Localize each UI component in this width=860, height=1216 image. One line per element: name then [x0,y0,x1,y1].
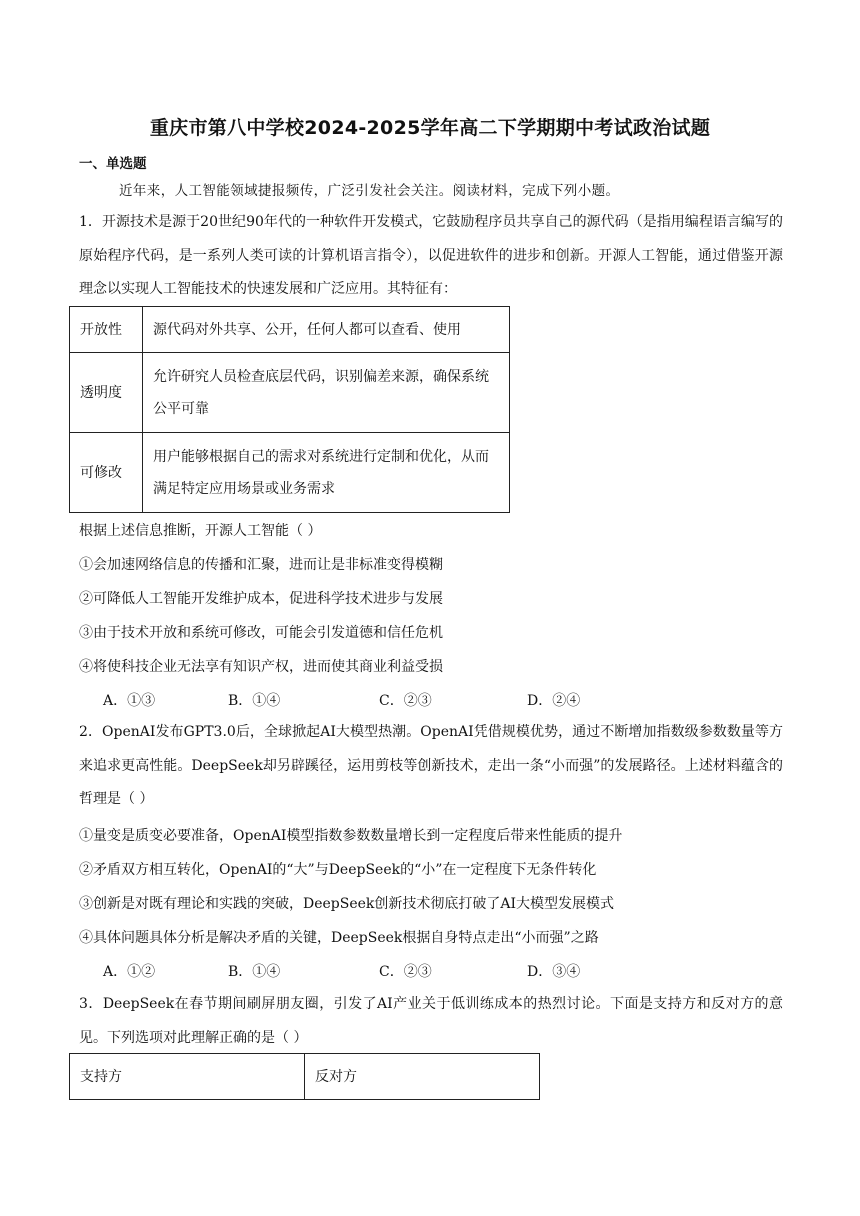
q2-item: ④具体问题具体分析是解决矛盾的关键，DeepSeek根据自身特点走出“小而强”之路 [79,930,599,946]
q1-option-a[interactable]: A．①③ [103,693,156,709]
table-cell-feature: 透明度 [70,353,143,433]
page-title: 重庆市第八中学校2024-2025学年高二下学期期中考试政治试题 [149,117,711,139]
q2-item: ②矛盾双方相互转化，OpenAI的“大”与DeepSeek的“小”在一定程度下无条件转化 [79,862,597,878]
intro-text: 近年来，人工智能领域捷报频传，广泛引发社会关注。阅读材料，完成下列小题。 [119,183,620,199]
table-cell-feature: 可修改 [70,433,143,513]
table-cell-desc: 源代码对外共享、公开，任何人都可以查看、使用 [143,307,510,353]
q1-feature-table [69,306,510,513]
q2-item: ①量变是质变必要准备，OpenAI模型指数参数数量增长到一定程度后带来性能质的提升 [79,828,623,844]
q1-question: 根据上述信息推断，开源人工智能（ ） [79,523,322,539]
q3-stem: 3．DeepSeek在春节期间刷屏朋友圈，引发了AI产业关于低训练成本的热烈讨论。下面是支持方和反对方的意见。下列选项对此理解正确的是（ ） [79,996,783,1046]
q1-option-d[interactable]: D．②④ [527,693,581,709]
table-row [70,433,510,513]
q2-option-c[interactable]: C．②③ [379,964,432,980]
q1-item: ②可降低人工智能开发维护成本，促进科学技术进步与发展 [79,591,443,607]
q1-stem: 1．开源技术是源于20世纪90年代的一种软件开发模式，它鼓励程序员共享自己的源代码（是指用编程语言编写的原始程序代码，是一系列人类可读的计算机语言指令），以促进软件的进步和创新。开源人工智能，通过借鉴开源理念以实现人工智能技术的快速发展和广泛应用。其特征有： [79,214,783,297]
q1-item: ①会加速网络信息的传播和汇聚，进而让是非标准变得模糊 [79,557,443,573]
q1-option-b[interactable]: B．①④ [228,693,281,709]
q2-stem: 2．OpenAI发布GPT3.0后，全球掀起AI大模型热潮。OpenAI凭借规模优势，通过不断增加指数级参数数量等方来追求更高性能。DeepSeek却另辟蹊径，运用剪枝等创新技术，走出一条“小而强”的发展路径。上述材料蕴含的哲理是（ ） [79,724,783,807]
table-header-support: 支持方 [70,1054,305,1100]
table-row [70,353,510,433]
table-row [70,307,510,353]
table-cell-desc: 用户能够根据自己的需求对系统进行定制和优化，从而满足特定应用场景或业务需求 [143,433,510,513]
q1-item: ④将使科技企业无法享有知识产权，进而使其商业利益受损 [79,659,443,675]
table-row [70,1054,540,1100]
q2-option-a[interactable]: A．①② [103,964,156,980]
table-cell-feature: 开放性 [70,307,143,353]
q2-item: ③创新是对既有理论和实践的突破，DeepSeek创新技术彻底打破了AI大模型发展模式 [79,896,615,912]
q1-item: ③由于技术开放和系统可修改，可能会引发道德和信任危机 [79,625,443,641]
q2-option-b[interactable]: B．①④ [228,964,281,980]
table-header-oppose: 反对方 [305,1054,540,1100]
table-cell-desc: 允许研究人员检查底层代码，识别偏差来源，确保系统公平可靠 [143,353,510,433]
q1-option-c[interactable]: C．②③ [379,693,432,709]
section-heading: 一、单选题 [79,156,147,172]
q2-option-d[interactable]: D．③④ [527,964,581,980]
q3-opinion-table [69,1053,540,1100]
